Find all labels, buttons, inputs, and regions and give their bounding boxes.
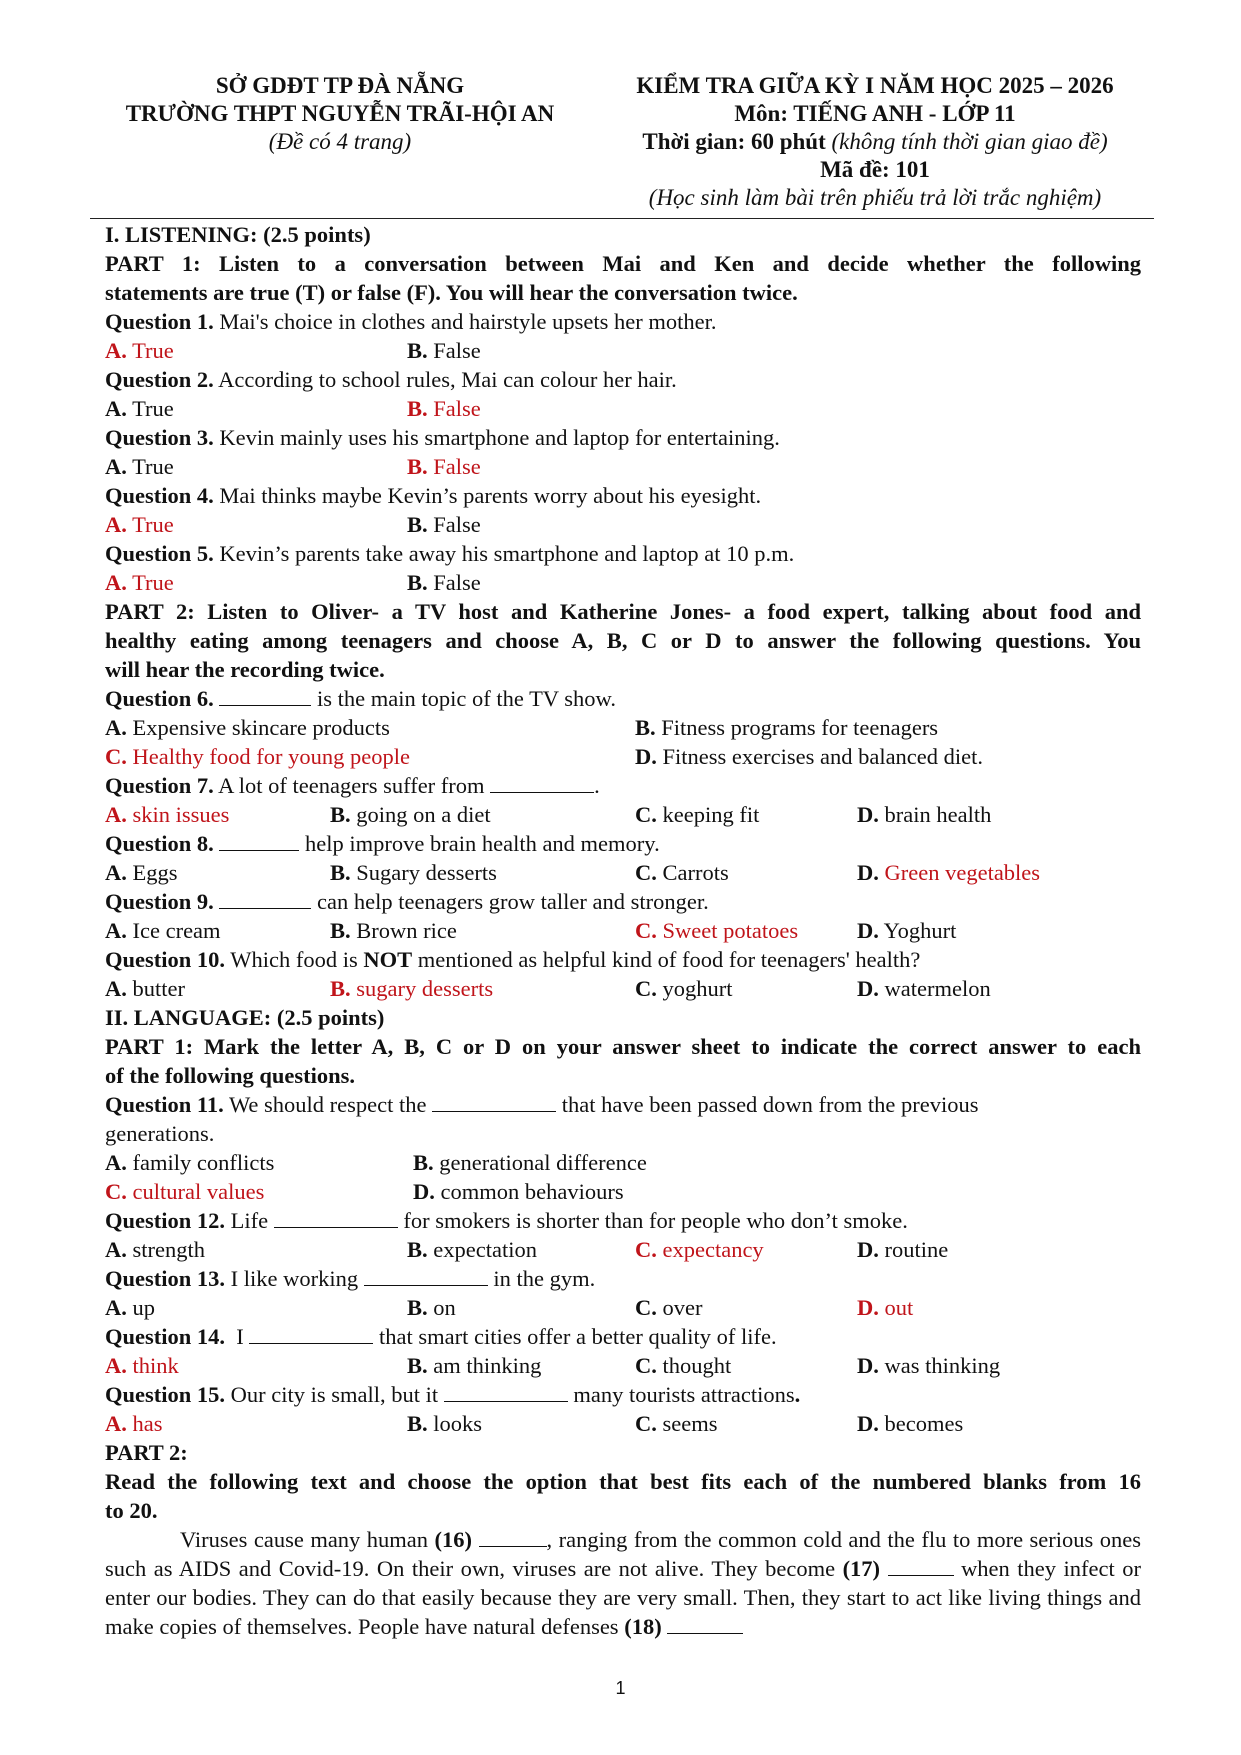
time-label: Thời gian: 60 phút bbox=[642, 129, 826, 154]
question-text: help improve brain health and memory. bbox=[305, 831, 660, 856]
passage-blank-17 bbox=[888, 1555, 954, 1576]
option-text: yoghurt bbox=[662, 976, 733, 1001]
question-label: Question 8. bbox=[105, 831, 214, 856]
passage-blank-18 bbox=[667, 1613, 743, 1634]
option-b[interactable] bbox=[407, 510, 481, 539]
option-letter: A. bbox=[105, 1237, 127, 1262]
option-d[interactable] bbox=[857, 800, 991, 829]
options-2 bbox=[105, 394, 1141, 423]
option-letter: D. bbox=[857, 860, 879, 885]
option-d[interactable] bbox=[857, 858, 1040, 887]
option-d[interactable] bbox=[635, 742, 983, 771]
option-text: Yoghurt bbox=[883, 918, 957, 943]
option-letter: B. bbox=[413, 1150, 434, 1175]
option-text: butter bbox=[132, 976, 185, 1001]
option-letter: D. bbox=[857, 802, 879, 827]
department-name: SỞ GDĐT TP ĐÀ NẴNG bbox=[215, 73, 465, 98]
option-letter: A. bbox=[105, 512, 127, 537]
option-a[interactable] bbox=[105, 916, 221, 945]
option-letter: A. bbox=[105, 1411, 127, 1436]
question-label: Question 2. bbox=[105, 367, 214, 392]
question-text: in the gym. bbox=[493, 1266, 596, 1291]
option-text: has bbox=[132, 1411, 163, 1436]
option-c[interactable] bbox=[635, 974, 733, 1003]
option-text: Healthy food for young people bbox=[132, 744, 410, 769]
question-emphasis: NOT bbox=[363, 947, 413, 972]
option-c[interactable] bbox=[105, 1177, 264, 1206]
option-letter: C. bbox=[635, 1411, 657, 1436]
option-b[interactable] bbox=[330, 858, 497, 887]
reading-passage bbox=[105, 1525, 1141, 1641]
question-text: Our city is small, but it bbox=[230, 1382, 439, 1407]
option-b[interactable] bbox=[407, 452, 481, 481]
option-d[interactable] bbox=[857, 1409, 963, 1438]
option-text: False bbox=[433, 570, 481, 595]
option-c[interactable] bbox=[635, 858, 729, 887]
answer-blank bbox=[219, 830, 299, 851]
option-letter: B. bbox=[407, 454, 428, 479]
option-text: Sweet potatoes bbox=[662, 918, 799, 943]
question-label: Question 13. bbox=[105, 1266, 226, 1291]
option-text: False bbox=[433, 396, 481, 421]
option-letter: B. bbox=[330, 976, 351, 1001]
option-c[interactable] bbox=[635, 916, 798, 945]
option-letter: A. bbox=[105, 338, 127, 363]
option-text: looks bbox=[433, 1411, 483, 1436]
option-b[interactable] bbox=[407, 394, 481, 423]
option-letter: D. bbox=[857, 1237, 879, 1262]
option-a[interactable] bbox=[105, 1409, 163, 1438]
option-text: expectancy bbox=[662, 1237, 764, 1262]
option-text: False bbox=[433, 512, 481, 537]
question-text: for smokers is shorter than for people who don’t smoke. bbox=[403, 1208, 908, 1233]
question-text: Mai's choice in clothes and hairstyle upsets her mother. bbox=[219, 309, 717, 334]
option-letter: A. bbox=[105, 570, 127, 595]
option-text: going on a diet bbox=[356, 802, 491, 827]
option-letter: D. bbox=[635, 744, 657, 769]
options-14 bbox=[105, 1351, 1141, 1380]
option-c[interactable] bbox=[635, 1351, 731, 1380]
option-c[interactable] bbox=[635, 1293, 702, 1322]
option-a[interactable] bbox=[105, 858, 178, 887]
time-note: (không tính thời gian giao đề) bbox=[831, 129, 1108, 154]
time-line bbox=[595, 128, 1155, 156]
question-14 bbox=[105, 1322, 1141, 1351]
option-letter: B. bbox=[407, 1237, 428, 1262]
question-2 bbox=[105, 365, 1141, 394]
option-letter: B. bbox=[330, 918, 351, 943]
question-label: Question 11. bbox=[105, 1092, 224, 1117]
question-11 bbox=[105, 1090, 1141, 1119]
option-text: Fitness exercises and balanced diet. bbox=[662, 744, 984, 769]
section-language: II. LANGUAGE: (2.5 points) bbox=[105, 1005, 385, 1030]
option-a[interactable] bbox=[105, 974, 185, 1003]
option-letter: C. bbox=[635, 1237, 657, 1262]
option-b[interactable] bbox=[635, 713, 938, 742]
option-text: keeping fit bbox=[662, 802, 760, 827]
option-text: seems bbox=[662, 1411, 718, 1436]
option-a[interactable] bbox=[105, 568, 174, 597]
listening-part2-instr-end: will hear the recording twice. bbox=[105, 657, 385, 682]
option-text: Sugary desserts bbox=[356, 860, 497, 885]
option-letter: C. bbox=[635, 802, 657, 827]
option-text: strength bbox=[132, 1237, 205, 1262]
question-end: . bbox=[594, 773, 600, 798]
option-text: watermelon bbox=[884, 976, 991, 1001]
option-b[interactable] bbox=[330, 974, 493, 1003]
option-text: True bbox=[132, 512, 174, 537]
question-4 bbox=[105, 481, 1141, 510]
listening-part1-instr: PART 1: Listen to a conversation between Mai and Ken and decide whether the following bbox=[105, 251, 1141, 276]
header-right bbox=[595, 72, 1155, 212]
options-10 bbox=[105, 974, 1141, 1003]
option-d[interactable] bbox=[857, 1235, 948, 1264]
option-text: Fitness programs for teenagers bbox=[661, 715, 939, 740]
option-text: False bbox=[433, 338, 481, 363]
option-a[interactable] bbox=[105, 713, 390, 742]
option-d[interactable] bbox=[857, 1351, 1000, 1380]
option-letter: A. bbox=[105, 860, 127, 885]
page-number: 1 bbox=[615, 1678, 626, 1698]
language-part2-heading: PART 2: bbox=[105, 1440, 188, 1465]
exam-content bbox=[105, 220, 1141, 1641]
option-b[interactable] bbox=[330, 800, 491, 829]
options-1 bbox=[105, 336, 1141, 365]
question-13 bbox=[105, 1264, 1141, 1293]
option-d[interactable] bbox=[857, 974, 991, 1003]
option-text: family conflicts bbox=[132, 1150, 275, 1175]
listening-part2-instr: PART 2: Listen to Oliver- a TV host and Katherine Jones- a food expert, talking about food and bbox=[105, 599, 1141, 624]
option-text: over bbox=[662, 1295, 703, 1320]
option-letter: A. bbox=[105, 1150, 127, 1175]
option-c[interactable] bbox=[635, 800, 759, 829]
question-label: Question 3. bbox=[105, 425, 214, 450]
option-text: becomes bbox=[884, 1411, 964, 1436]
option-letter: A. bbox=[105, 1353, 127, 1378]
option-text: think bbox=[132, 1353, 179, 1378]
option-text: am thinking bbox=[433, 1353, 542, 1378]
question-text: is the main topic of the TV show. bbox=[317, 686, 616, 711]
answer-blank bbox=[444, 1381, 568, 1402]
option-letter: A. bbox=[105, 802, 127, 827]
options-5 bbox=[105, 568, 1141, 597]
question-text: many tourists attractions bbox=[573, 1382, 795, 1407]
option-text: brain health bbox=[884, 802, 992, 827]
option-a[interactable] bbox=[105, 510, 174, 539]
option-text: was thinking bbox=[884, 1353, 1001, 1378]
options-3 bbox=[105, 452, 1141, 481]
option-a[interactable] bbox=[105, 1235, 205, 1264]
option-text: Green vegetables bbox=[884, 860, 1041, 885]
blank-number-17: (17) bbox=[842, 1556, 881, 1581]
option-b[interactable] bbox=[330, 916, 457, 945]
option-text: generational difference bbox=[439, 1150, 647, 1175]
option-letter: B. bbox=[407, 570, 428, 595]
answer-blank bbox=[364, 1265, 488, 1286]
option-letter: A. bbox=[105, 918, 127, 943]
option-text: sugary desserts bbox=[356, 976, 494, 1001]
header-divider bbox=[90, 218, 1154, 219]
options-11-row1 bbox=[105, 1148, 1141, 1177]
option-d[interactable] bbox=[857, 916, 956, 945]
question-7 bbox=[105, 771, 1141, 800]
option-letter: A. bbox=[105, 454, 127, 479]
language-part2-instr-cont: to 20. bbox=[105, 1498, 158, 1523]
question-5 bbox=[105, 539, 1141, 568]
subject: Môn: TIẾNG ANH - LỚP 11 bbox=[734, 101, 1016, 126]
question-label: Question 9. bbox=[105, 889, 214, 914]
question-text: I bbox=[236, 1324, 244, 1349]
question-text: A lot of teenagers suffer from bbox=[218, 773, 485, 798]
option-letter: B. bbox=[407, 338, 428, 363]
option-b[interactable] bbox=[407, 336, 481, 365]
option-text: Eggs bbox=[132, 860, 178, 885]
question-label: Question 14. bbox=[105, 1324, 226, 1349]
question-text: that have been passed down from the previous bbox=[561, 1092, 979, 1117]
option-a[interactable] bbox=[105, 336, 174, 365]
options-12 bbox=[105, 1235, 1141, 1264]
option-letter: C. bbox=[635, 1353, 657, 1378]
options-7 bbox=[105, 800, 1141, 829]
question-text: Mai thinks maybe Kevin’s parents worry about his eyesight. bbox=[219, 483, 762, 508]
option-text: False bbox=[433, 454, 481, 479]
option-letter: D. bbox=[413, 1179, 435, 1204]
option-text: True bbox=[132, 338, 174, 363]
option-a[interactable] bbox=[105, 800, 229, 829]
option-letter: A. bbox=[105, 396, 127, 421]
question-label: Question 15. bbox=[105, 1382, 226, 1407]
option-letter: A. bbox=[105, 976, 127, 1001]
question-text: Life bbox=[230, 1208, 269, 1233]
option-text: Brown rice bbox=[356, 918, 457, 943]
question-text: I like working bbox=[230, 1266, 359, 1291]
option-a[interactable] bbox=[105, 1351, 179, 1380]
pages-note: (Đề có 4 trang) bbox=[268, 129, 412, 154]
option-letter: A. bbox=[105, 715, 127, 740]
option-a[interactable] bbox=[105, 394, 174, 423]
blank-number-18: (18) bbox=[624, 1614, 662, 1639]
options-11-row2 bbox=[105, 1177, 1141, 1206]
option-c[interactable] bbox=[635, 1235, 764, 1264]
option-letter: C. bbox=[635, 976, 657, 1001]
option-text: True bbox=[132, 454, 174, 479]
question-text: Kevin mainly uses his smartphone and laptop for entertaining. bbox=[219, 425, 780, 450]
question-1 bbox=[105, 307, 1141, 336]
option-letter: C. bbox=[105, 744, 127, 769]
question-10 bbox=[105, 945, 1141, 974]
option-b[interactable] bbox=[407, 1235, 537, 1264]
option-letter: B. bbox=[635, 715, 656, 740]
question-label: Question 5. bbox=[105, 541, 214, 566]
question-end: . bbox=[794, 1382, 801, 1407]
option-letter: C. bbox=[635, 918, 657, 943]
instruction: (Học sinh làm bài trên phiếu trả lời trắc nghiệm) bbox=[648, 185, 1102, 210]
option-a[interactable] bbox=[105, 452, 174, 481]
question-text: that smart cities offer a better quality of life. bbox=[379, 1324, 777, 1349]
passage-text: Viruses cause many human bbox=[180, 1527, 429, 1552]
option-text: out bbox=[884, 1295, 914, 1320]
option-d[interactable] bbox=[413, 1177, 624, 1206]
option-text: on bbox=[433, 1295, 456, 1320]
option-text: up bbox=[132, 1295, 155, 1320]
blank-number-16: (16) bbox=[434, 1527, 473, 1552]
answer-blank bbox=[432, 1091, 556, 1112]
question-text: Which food is bbox=[230, 947, 358, 972]
question-8 bbox=[105, 829, 1141, 858]
option-c[interactable] bbox=[105, 742, 410, 771]
option-letter: D. bbox=[857, 1411, 879, 1436]
option-d[interactable] bbox=[857, 1293, 913, 1322]
header-left bbox=[60, 72, 620, 156]
option-b[interactable] bbox=[407, 568, 481, 597]
option-b[interactable] bbox=[413, 1148, 647, 1177]
question-label: Question 6. bbox=[105, 686, 214, 711]
option-letter: D. bbox=[857, 1353, 879, 1378]
option-letter: C. bbox=[635, 1295, 657, 1320]
question-12 bbox=[105, 1206, 1141, 1235]
option-letter: C. bbox=[635, 860, 657, 885]
option-text: skin issues bbox=[132, 802, 230, 827]
options-9 bbox=[105, 916, 1141, 945]
passage-blank-16 bbox=[479, 1526, 547, 1547]
option-text: Carrots bbox=[662, 860, 729, 885]
question-label: Question 7. bbox=[105, 773, 214, 798]
options-13 bbox=[105, 1293, 1141, 1322]
listening-part1-instr-cont: statements are true (T) or false (F). You will hear the conversation twice. bbox=[105, 280, 798, 305]
option-letter: A. bbox=[105, 1295, 127, 1320]
section-listening: I. LISTENING: (2.5 points) bbox=[105, 222, 371, 247]
question-label: Question 1. bbox=[105, 309, 214, 334]
option-c[interactable] bbox=[635, 1409, 718, 1438]
question-text: can help teenagers grow taller and stronger. bbox=[317, 889, 709, 914]
option-a[interactable] bbox=[105, 1148, 274, 1177]
options-6-row1 bbox=[105, 713, 1141, 742]
question-3 bbox=[105, 423, 1141, 452]
option-b[interactable] bbox=[407, 1409, 482, 1438]
option-text: Ice cream bbox=[132, 918, 221, 943]
question-label: Question 10. bbox=[105, 947, 226, 972]
question-9 bbox=[105, 887, 1141, 916]
language-part1-instr-cont: of the following questions. bbox=[105, 1063, 356, 1088]
options-6-row2 bbox=[105, 742, 1141, 771]
option-text: expectation bbox=[433, 1237, 537, 1262]
question-15 bbox=[105, 1380, 1141, 1409]
school-name: TRƯỜNG THPT NGUYỄN TRÃI-HỘI AN bbox=[125, 101, 555, 126]
option-b[interactable] bbox=[407, 1351, 541, 1380]
answer-blank bbox=[219, 685, 311, 706]
option-letter: B. bbox=[407, 1411, 428, 1436]
option-text: True bbox=[132, 570, 174, 595]
option-text: True bbox=[132, 396, 174, 421]
options-15 bbox=[105, 1409, 1141, 1438]
option-text: common behaviours bbox=[440, 1179, 624, 1204]
passage-text: , ranging from the common cold and the flu to more serious ones such as AIDS and Covid-19. On their own, viruses are not alive. They become bbox=[105, 1527, 1141, 1581]
option-b[interactable] bbox=[407, 1293, 456, 1322]
question-text: mentioned as helpful kind of food for teenagers' health? bbox=[417, 947, 921, 972]
question-text: According to school rules, Mai can colour her hair. bbox=[218, 367, 677, 392]
option-letter: C. bbox=[105, 1179, 127, 1204]
options-8 bbox=[105, 858, 1141, 887]
option-letter: B. bbox=[407, 1353, 428, 1378]
question-label: Question 12. bbox=[105, 1208, 226, 1233]
question-text: We should respect the bbox=[229, 1092, 427, 1117]
option-text: thought bbox=[662, 1353, 732, 1378]
question-text: Kevin’s parents take away his smartphone and laptop at 10 p.m. bbox=[219, 541, 795, 566]
listening-part2-instr-cont: healthy eating among teenagers and choose A, B, C or D to answer the following questions. You bbox=[105, 628, 1141, 653]
option-letter: D. bbox=[857, 976, 879, 1001]
option-letter: D. bbox=[857, 1295, 879, 1320]
option-letter: B. bbox=[407, 512, 428, 537]
option-text: cultural values bbox=[132, 1179, 265, 1204]
question-11-cont: generations. bbox=[105, 1121, 215, 1146]
options-4 bbox=[105, 510, 1141, 539]
exam-title: KIỂM TRA GIỮA KỲ I NĂM HỌC 2025 – 2026 bbox=[636, 73, 1114, 98]
option-a[interactable] bbox=[105, 1293, 155, 1322]
answer-blank bbox=[490, 772, 594, 793]
option-text: routine bbox=[884, 1237, 949, 1262]
question-label: Question 4. bbox=[105, 483, 214, 508]
option-letter: B. bbox=[407, 396, 428, 421]
answer-blank bbox=[249, 1323, 373, 1344]
language-part2-instr: Read the following text and choose the option that best fits each of the numbered blanks from 16 bbox=[105, 1469, 1141, 1494]
exam-code: Mã đề: 101 bbox=[820, 157, 930, 182]
option-letter: B. bbox=[330, 802, 351, 827]
option-text: Expensive skincare products bbox=[132, 715, 390, 740]
option-letter: B. bbox=[330, 860, 351, 885]
passage-text: when they infect or enter our bodies. They can do that easily because they are very small. Then, they start to act like living things and make copies of themselves. People have natural defenses bbox=[105, 1556, 1141, 1639]
language-part1-instr: PART 1: Mark the letter A, B, C or D on your answer sheet to indicate the correct answer to each bbox=[105, 1034, 1141, 1059]
question-6 bbox=[105, 684, 1141, 713]
option-letter: B. bbox=[407, 1295, 428, 1320]
option-letter: D. bbox=[857, 918, 879, 943]
answer-blank bbox=[274, 1207, 398, 1228]
answer-blank bbox=[219, 888, 311, 909]
